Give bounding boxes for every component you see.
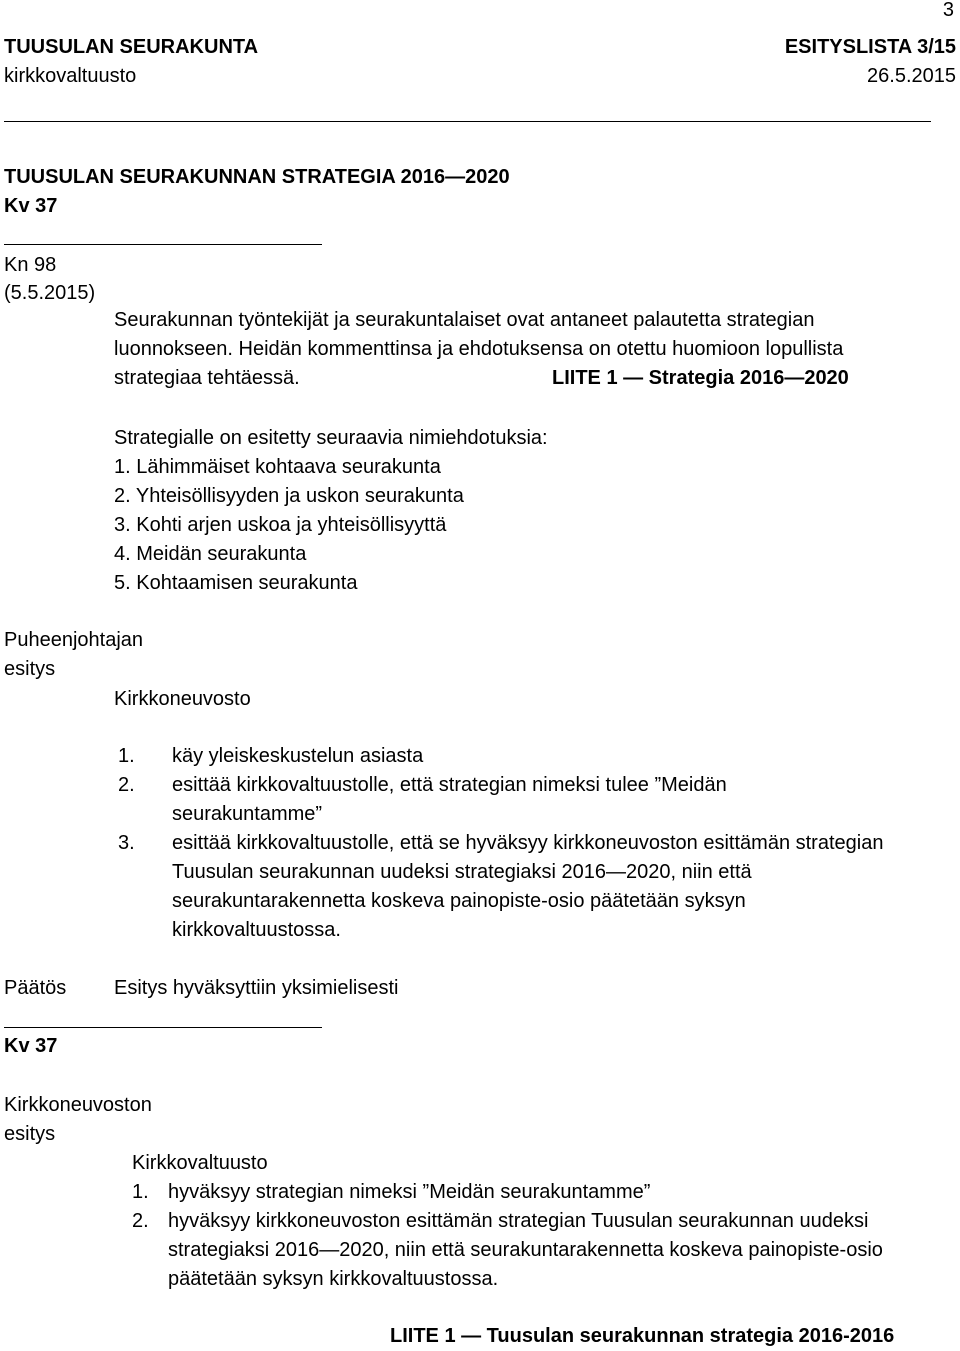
- page-number: 3: [942, 0, 954, 21]
- decision-label: Päätös: [4, 977, 67, 999]
- section2-rule: [4, 1027, 322, 1028]
- section2-ref: Kv 37: [4, 1035, 58, 1057]
- name-suggestion-4: 4. Meidän seurakunta: [114, 543, 307, 565]
- proposal-label-line2: esitys: [4, 658, 56, 680]
- header-body: kirkkovaltuusto: [4, 65, 137, 87]
- footer-attachment-link[interactable]: LIITE 1 — Tuusulan seurakunnan strategia 2016-2016: [390, 1325, 895, 1347]
- proposal-item-3-line1: esittää kirkkovaltuustolle, että se hyväksyy kirkkoneuvoston esittämän strategian: [172, 832, 884, 854]
- name-suggestion-2: 2. Yhteisöllisyyden ja uskon seurakunta: [114, 485, 464, 507]
- prev-ref-line2: (5.5.2015): [4, 282, 96, 304]
- header-org: TUUSULAN SEURAKUNTA: [4, 36, 259, 58]
- proposal-item-3-line3: seurakuntarakennetta koskeva painopiste-osio päätetään syksyn: [172, 890, 746, 912]
- section2-item-2-num: 2.: [132, 1210, 149, 1232]
- name-suggestion-5: 5. Kohtaamisen seurakunta: [114, 572, 358, 594]
- section2-label-line2: esitys: [4, 1123, 56, 1145]
- intro-line2: luonnokseen. Heidän kommenttinsa ja ehdotuksensa on otettu huomioon lopullista: [114, 338, 844, 360]
- proposal-item-2-num: 2.: [118, 774, 135, 796]
- proposal-heading: Kirkkoneuvosto: [114, 688, 251, 710]
- intro-line3: strategiaa tehtäessä.: [114, 367, 300, 389]
- section2-heading: Kirkkovaltuusto: [132, 1152, 268, 1174]
- proposal-item-3-line2: Tuusulan seurakunnan uudeksi strategiaksi 2016—2020, niin että: [172, 861, 752, 883]
- names-intro: Strategialle on esitetty seuraavia nimiehdotuksia:: [114, 427, 548, 449]
- section2-item-1-num: 1.: [132, 1181, 149, 1203]
- section2-label-line1: Kirkkoneuvoston: [4, 1094, 152, 1116]
- header-date: 26.5.2015: [867, 65, 956, 87]
- proposal-item-3-num: 3.: [118, 832, 135, 854]
- prev-ref-line1: Kn 98: [4, 254, 57, 276]
- section2-item-2-line2: strategiaksi 2016—2020, niin että seurakuntarakennetta koskeva painopiste-osio: [168, 1239, 883, 1261]
- intro-line1: Seurakunnan työntekijät ja seurakuntalaiset ovat antaneet palautetta strategian: [114, 309, 815, 331]
- header-rule: [4, 121, 931, 122]
- section1-ref: Kv 37: [4, 195, 58, 217]
- header-list: ESITYSLISTA 3/15: [784, 36, 956, 58]
- section2-item-2-line1: hyväksyy kirkkoneuvoston esittämän strategian Tuusulan seurakunnan uudeksi: [168, 1210, 869, 1232]
- proposal-item-1-text: käy yleiskeskustelun asiasta: [172, 745, 424, 767]
- proposal-item-3-line4: kirkkovaltuustossa.: [172, 919, 341, 941]
- proposal-label-line1: Puheenjohtajan: [4, 629, 144, 651]
- proposal-item-2-line1: esittää kirkkovaltuustolle, että strategian nimeksi tulee ”Meidän: [172, 774, 727, 796]
- name-suggestion-3: 3. Kohti arjen uskoa ja yhteisöllisyyttä: [114, 514, 447, 536]
- proposal-item-1-num: 1.: [118, 745, 135, 767]
- name-suggestion-1: 1. Lähimmäiset kohtaava seurakunta: [114, 456, 441, 478]
- decision-text: Esitys hyväksyttiin yksimielisesti: [114, 977, 399, 999]
- proposal-item-2-line2: seurakuntamme”: [172, 803, 323, 825]
- attachment-link[interactable]: LIITE 1 — Strategia 2016—2020: [552, 367, 849, 389]
- section1-rule: [4, 244, 322, 245]
- document-title: TUUSULAN SEURAKUNNAN STRATEGIA 2016—2020: [4, 166, 510, 188]
- section2-item-2-line3: päätetään syksyn kirkkovaltuustossa.: [168, 1268, 499, 1290]
- section2-item-1-text: hyväksyy strategian nimeksi ”Meidän seurakuntamme”: [168, 1181, 651, 1203]
